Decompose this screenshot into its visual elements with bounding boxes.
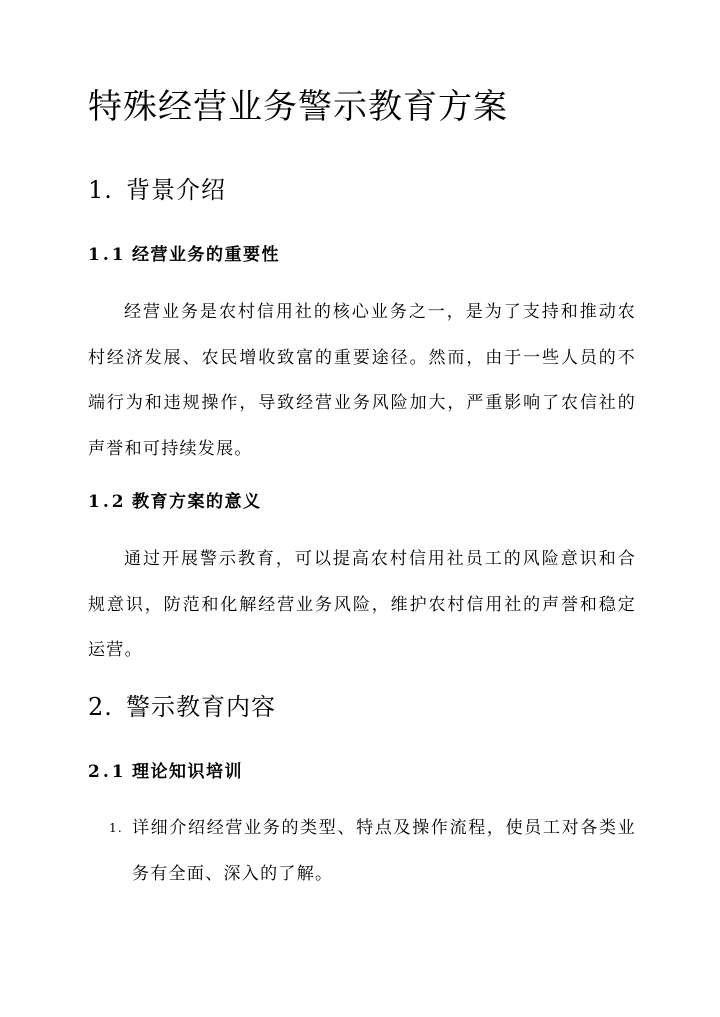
subsection-number: 1.1 xyxy=(88,245,127,265)
section-title: 背景介绍 xyxy=(126,176,226,204)
subsection-heading-1-2 xyxy=(88,490,262,514)
section-heading-2 xyxy=(88,691,276,723)
paragraph-importance: 经营业务是农村信用社的核心业务之一，是为了支持和推动农村经济发展、农民增收致富的重要途径。然而，由于一些人员的不端行为和违规操作，导致经营业务风险加大，严重影响了农信社的声誉和可持续发展。 xyxy=(88,302,636,460)
subsection-number: 1.2 xyxy=(88,492,127,512)
subsection-number: 2.1 xyxy=(88,762,127,782)
subsection-heading-2-1 xyxy=(88,760,243,784)
section-heading-1 xyxy=(88,174,226,206)
section-title: 警示教育内容 xyxy=(126,693,276,721)
paragraph-significance: 通过开展警示教育，可以提高农村信用社员工的风险意识和合规意识，防范和化解经营业务风险，维护农村信用社的声誉和稳定运营。 xyxy=(88,549,636,661)
subsection-title: 理论知识培训 xyxy=(132,762,243,782)
document-title: 特殊经营业务警示教育方案 xyxy=(88,87,508,127)
training-list xyxy=(88,806,636,897)
subsection-title: 教育方案的意义 xyxy=(132,492,262,512)
subsection-heading-1-1 xyxy=(88,243,280,267)
list-marker: 1. xyxy=(109,821,124,835)
section-number: 1. xyxy=(88,176,113,204)
list-item-text: 详细介绍经营业务的类型、特点及操作流程，使员工对各类业务有全面、深入的了解。 xyxy=(132,818,636,884)
list-item xyxy=(88,806,636,897)
section-number: 2. xyxy=(88,693,113,721)
subsection-title: 经营业务的重要性 xyxy=(132,245,280,265)
